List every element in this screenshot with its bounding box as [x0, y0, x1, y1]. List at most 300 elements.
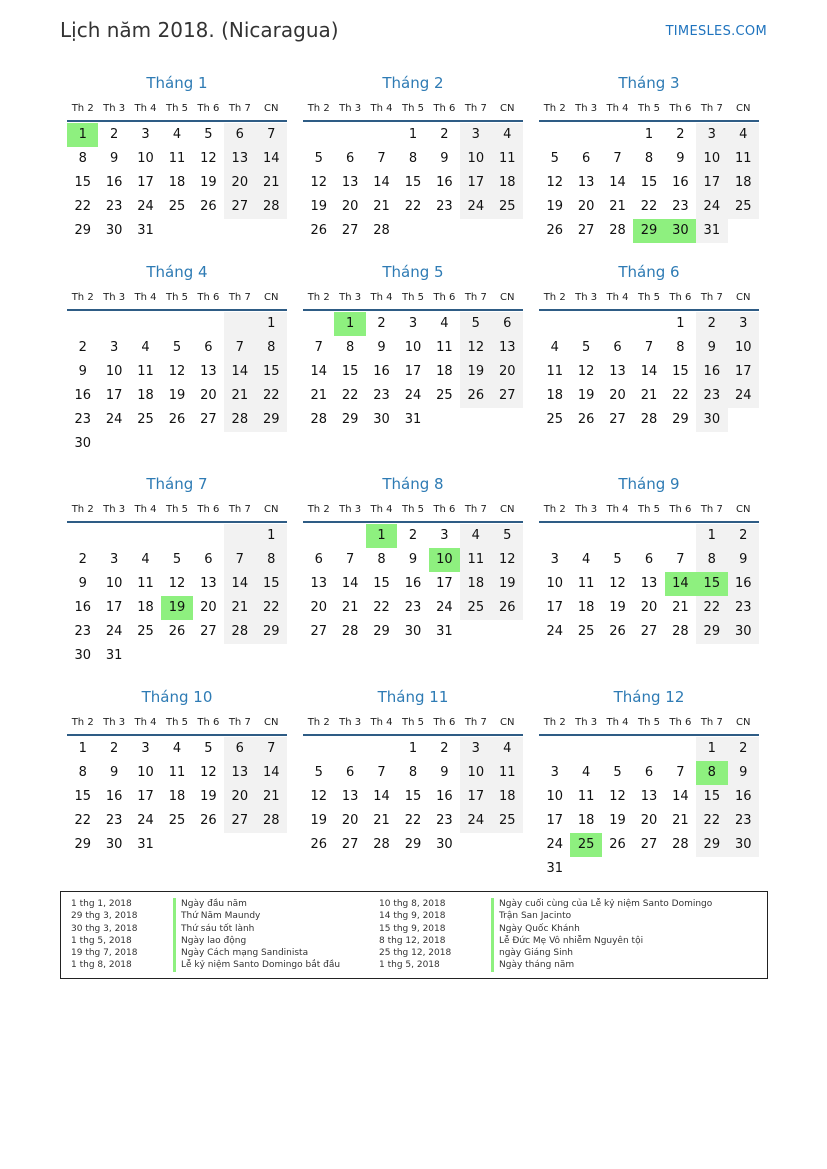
weekday-label: Th 2 [543, 291, 566, 303]
empty-day-cell [224, 312, 255, 336]
day-cell: 12 [577, 364, 595, 379]
empty-day-cell [665, 524, 696, 548]
day-cell: 3 [141, 127, 150, 142]
day-cell: 1 [408, 741, 418, 756]
day-cell: 28 [672, 837, 689, 852]
day-cell: 3 [408, 316, 418, 331]
day-cell: 19 [546, 199, 563, 214]
day-cell: 13 [609, 364, 626, 379]
day-cell: 22 [696, 596, 727, 620]
day-cell: 11 [137, 364, 154, 379]
weekday-label: Th 7 [228, 716, 251, 728]
day-cell: 16 [404, 576, 422, 591]
day-cell: 11 [460, 548, 491, 572]
day-cell: 14 [373, 175, 390, 190]
weekday-label: Th 3 [575, 102, 598, 114]
weekday-label: Th 2 [307, 102, 330, 114]
day-cell: 6 [345, 765, 355, 780]
weekday-label: Th 4 [134, 503, 157, 515]
day-cell: 9 [728, 548, 759, 572]
day-cell: 13 [577, 175, 595, 190]
weekday-label: Th 4 [370, 503, 393, 515]
empty-day-cell [602, 312, 633, 336]
day-cell: 2 [440, 127, 449, 142]
day-cell: 15 [256, 360, 287, 384]
weekday-label: Th 3 [575, 503, 598, 515]
day-cell: 29 [696, 620, 727, 644]
day-cell: 28 [373, 223, 390, 238]
day-cell: 30 [728, 620, 759, 644]
day-cell: 15 [341, 364, 359, 379]
legend-date: 8 thg 12, 2018 [379, 935, 446, 946]
empty-day-cell [98, 312, 129, 336]
day-cell: 19 [577, 388, 595, 403]
day-cell: 21 [310, 388, 327, 403]
day-cell: 20 [200, 600, 217, 615]
day-cell: 13 [341, 175, 359, 190]
day-cell: 31 [546, 861, 563, 876]
day-cell: 28 [672, 624, 689, 639]
day-cell: 4 [460, 524, 491, 548]
day-cell: 3 [460, 123, 491, 147]
day-grid [539, 524, 759, 644]
day-cell: 27 [577, 223, 595, 238]
day-cell: 7 [256, 737, 287, 761]
day-cell: 8 [256, 548, 287, 572]
day-cell: 16 [696, 360, 727, 384]
month-name: Tháng 4 [146, 263, 208, 281]
empty-day-cell [303, 312, 334, 336]
day-cell: 4 [141, 340, 150, 355]
day-cell: 26 [609, 624, 626, 639]
legend-holiday-name: Ngày Cách mạng Sandinista [173, 947, 340, 959]
day-cell: 11 [546, 364, 563, 379]
empty-day-cell [303, 524, 334, 548]
weekday-header [539, 285, 759, 311]
day-cell: 20 [224, 785, 255, 809]
weekday-label: CN [736, 503, 751, 515]
weekday-label: Th 3 [339, 503, 362, 515]
page-title: Lịch năm 2018. (Nicaragua) [60, 18, 339, 42]
brand-link[interactable]: TIMESLES.COM [665, 24, 767, 39]
day-cell: 9 [440, 765, 449, 780]
day-cell: 18 [546, 388, 563, 403]
weekday-label: CN [500, 291, 515, 303]
day-cell: 12 [168, 364, 186, 379]
empty-day-cell [539, 524, 570, 548]
day-cell: 8 [676, 340, 685, 355]
day-cell: 30 [105, 223, 123, 238]
day-cell: 23 [728, 809, 759, 833]
day-cell: 24 [105, 412, 123, 427]
weekday-header [303, 497, 523, 523]
day-cell: 13 [341, 789, 359, 804]
day-cell: 30 [74, 436, 91, 451]
day-cell: 22 [341, 388, 359, 403]
day-cell: 17 [728, 360, 759, 384]
day-cell: 11 [137, 576, 154, 591]
day-cell: 23 [696, 384, 727, 408]
legend-date: 1 thg 1, 2018 [71, 899, 132, 909]
day-cell: 24 [404, 388, 422, 403]
day-cell: 2 [676, 127, 685, 142]
day-cell: 2 [109, 127, 119, 142]
day-cell: 7 [256, 123, 287, 147]
day-cell: 4 [728, 123, 759, 147]
day-cell: 26 [492, 596, 523, 620]
day-cell: 12 [168, 576, 186, 591]
day-cell: 1 [256, 312, 287, 336]
day-grid [67, 524, 287, 668]
weekday-label: Th 7 [464, 102, 487, 114]
day-cell: 26 [609, 837, 626, 852]
holiday-day-cell: 1 [67, 123, 98, 147]
day-cell: 18 [577, 600, 595, 615]
day-cell: 8 [408, 765, 418, 780]
weekday-label: Th 4 [370, 291, 393, 303]
day-cell: 25 [546, 412, 563, 427]
day-cell: 5 [581, 340, 591, 355]
day-cell: 6 [224, 123, 255, 147]
day-cell: 27 [341, 837, 359, 852]
holiday-day-cell: 8 [696, 761, 727, 785]
day-cell: 26 [460, 384, 491, 408]
day-cell: 6 [644, 765, 654, 780]
day-cell: 12 [609, 789, 626, 804]
weekday-label: Th 2 [71, 503, 94, 515]
day-cell: 17 [696, 171, 727, 195]
day-cell: 25 [436, 388, 453, 403]
month-name: Tháng 3 [618, 74, 680, 92]
day-cell: 8 [78, 151, 87, 166]
legend-date: 15 thg 9, 2018 [379, 923, 446, 934]
month-name: Tháng 12 [613, 688, 685, 706]
month-name: Tháng 7 [146, 475, 208, 493]
day-cell: 10 [105, 576, 123, 591]
month-name: Tháng 11 [377, 688, 449, 706]
weekday-label: Th 5 [637, 503, 660, 515]
empty-day-cell [633, 312, 664, 336]
day-cell: 3 [141, 741, 150, 756]
day-cell: 8 [256, 336, 287, 360]
day-cell: 30 [696, 408, 727, 432]
weekday-label: Th 6 [669, 503, 692, 515]
weekday-label: Th 5 [637, 291, 660, 303]
weekday-label: Th 5 [165, 102, 188, 114]
day-cell: 29 [696, 833, 727, 857]
weekday-label: Th 6 [433, 503, 456, 515]
day-cell: 11 [577, 576, 595, 591]
empty-day-cell [161, 312, 192, 336]
day-cell: 10 [404, 340, 422, 355]
day-cell: 18 [460, 572, 491, 596]
weekday-label: CN [500, 503, 515, 515]
day-cell: 8 [377, 552, 386, 567]
day-cell: 28 [310, 412, 327, 427]
day-cell: 29 [373, 624, 390, 639]
day-cell: 2 [696, 312, 727, 336]
weekday-label: Th 6 [669, 291, 692, 303]
day-cell: 16 [74, 600, 91, 615]
day-cell: 10 [137, 151, 154, 166]
day-cell: 21 [373, 813, 390, 828]
month-5 [303, 261, 523, 432]
weekday-label: Th 7 [464, 291, 487, 303]
day-cell: 15 [404, 789, 422, 804]
day-cell: 28 [224, 408, 255, 432]
day-cell: 10 [137, 765, 154, 780]
month-4 [67, 261, 287, 456]
day-cell: 7 [224, 336, 255, 360]
weekday-label: Th 5 [401, 291, 424, 303]
day-cell: 8 [78, 765, 87, 780]
day-cell: 28 [640, 412, 658, 427]
month-7 [67, 473, 287, 668]
day-cell: 1 [696, 524, 727, 548]
legend-holiday-name: Ngày tháng năm [491, 959, 712, 971]
weekday-label: CN [264, 102, 279, 114]
day-cell: 7 [224, 548, 255, 572]
empty-day-cell [67, 312, 98, 336]
day-grid [67, 737, 287, 857]
day-cell: 3 [696, 123, 727, 147]
day-cell: 21 [256, 171, 287, 195]
legend-date: 1 thg 8, 2018 [71, 960, 132, 971]
day-cell: 16 [728, 572, 759, 596]
day-cell: 5 [492, 524, 523, 548]
day-cell: 29 [404, 837, 422, 852]
weekday-header [67, 96, 287, 122]
day-cell: 21 [672, 600, 689, 615]
day-grid [303, 524, 523, 644]
day-cell: 26 [200, 813, 217, 828]
day-cell: 14 [672, 789, 689, 804]
month-6 [539, 261, 759, 432]
legend-holiday-name: Thứ sáu tốt lành [173, 923, 340, 935]
day-cell: 15 [373, 576, 390, 591]
day-cell: 11 [728, 147, 759, 171]
day-grid [303, 737, 523, 857]
weekday-label: Th 7 [464, 503, 487, 515]
day-cell: 10 [460, 147, 491, 171]
empty-day-cell [67, 524, 98, 548]
day-cell: 23 [672, 199, 689, 214]
weekday-label: Th 3 [575, 291, 598, 303]
day-cell: 3 [550, 765, 559, 780]
day-cell: 23 [105, 199, 123, 214]
empty-day-cell [130, 312, 161, 336]
day-cell: 1 [644, 127, 654, 142]
legend-holiday-name: Ngày cuối cùng của Lễ kỷ niệm Santo Domingo [491, 898, 712, 910]
weekday-label: Th 3 [103, 102, 126, 114]
day-cell: 22 [256, 384, 287, 408]
day-cell: 24 [436, 600, 453, 615]
day-cell: 22 [256, 596, 287, 620]
day-cell: 9 [696, 336, 727, 360]
day-cell: 25 [492, 195, 523, 219]
day-cell: 17 [460, 785, 491, 809]
day-cell: 5 [204, 127, 213, 142]
month-name: Tháng 1 [146, 74, 208, 92]
day-cell: 23 [74, 412, 91, 427]
day-cell: 17 [546, 600, 563, 615]
day-cell: 13 [224, 761, 255, 785]
day-cell: 10 [105, 364, 123, 379]
day-cell: 15 [256, 572, 287, 596]
holiday-day-cell: 15 [696, 572, 727, 596]
empty-day-cell [665, 737, 696, 761]
weekday-label: Th 3 [103, 503, 126, 515]
day-cell: 1 [78, 741, 87, 756]
weekday-label: Th 6 [669, 716, 692, 728]
day-cell: 14 [224, 360, 255, 384]
weekday-label: Th 3 [339, 291, 362, 303]
weekday-label: Th 6 [197, 716, 220, 728]
day-cell: 21 [640, 388, 658, 403]
weekday-label: Th 7 [700, 291, 723, 303]
day-cell: 16 [105, 789, 123, 804]
day-cell: 12 [200, 151, 217, 166]
weekday-header [303, 285, 523, 311]
day-cell: 14 [373, 789, 390, 804]
day-cell: 3 [550, 552, 559, 567]
day-cell: 11 [168, 765, 186, 780]
day-cell: 28 [256, 809, 287, 833]
day-cell: 17 [105, 388, 123, 403]
weekday-label: Th 5 [165, 716, 188, 728]
weekday-label: Th 2 [543, 503, 566, 515]
day-cell: 20 [640, 813, 658, 828]
day-cell: 27 [492, 384, 523, 408]
day-cell: 16 [672, 175, 689, 190]
empty-day-cell [539, 123, 570, 147]
day-cell: 21 [224, 384, 255, 408]
legend-date: 30 thg 3, 2018 [71, 923, 138, 934]
empty-day-cell [539, 312, 570, 336]
month-10 [67, 686, 287, 857]
day-cell: 7 [345, 552, 355, 567]
legend-holiday-name: ngày Giáng Sinh [491, 947, 712, 959]
day-cell: 4 [581, 765, 591, 780]
day-cell: 16 [436, 789, 453, 804]
empty-day-cell [366, 123, 397, 147]
day-cell: 30 [728, 833, 759, 857]
legend-date: 10 thg 8, 2018 [379, 899, 446, 909]
day-cell: 27 [609, 412, 626, 427]
day-cell: 16 [105, 175, 123, 190]
day-cell: 1 [256, 524, 287, 548]
day-cell: 7 [314, 340, 323, 355]
day-cell: 8 [408, 151, 418, 166]
day-cell: 22 [640, 199, 658, 214]
day-cell: 20 [577, 199, 595, 214]
day-cell: 27 [310, 624, 327, 639]
day-cell: 30 [404, 624, 422, 639]
legend-dates-col2 [379, 898, 451, 972]
empty-day-cell [366, 737, 397, 761]
weekday-label: Th 7 [228, 291, 251, 303]
day-cell: 4 [492, 123, 523, 147]
legend-names-col1 [173, 898, 340, 972]
day-grid [539, 312, 759, 432]
weekday-label: Th 2 [543, 716, 566, 728]
weekday-label: Th 6 [433, 102, 456, 114]
day-cell: 1 [696, 737, 727, 761]
day-cell: 18 [137, 388, 154, 403]
weekday-label: Th 2 [307, 716, 330, 728]
day-cell: 20 [341, 199, 359, 214]
day-cell: 25 [492, 809, 523, 833]
day-cell: 31 [137, 223, 154, 238]
day-cell: 12 [609, 576, 626, 591]
day-cell: 22 [404, 813, 422, 828]
day-cell: 2 [440, 741, 449, 756]
weekday-label: Th 3 [575, 716, 598, 728]
day-cell: 20 [200, 388, 217, 403]
day-cell: 2 [78, 552, 87, 567]
weekday-header [539, 96, 759, 122]
day-cell: 17 [105, 600, 123, 615]
weekday-label: Th 2 [543, 102, 566, 114]
day-cell: 3 [109, 340, 119, 355]
day-cell: 10 [460, 761, 491, 785]
day-cell: 31 [404, 412, 422, 427]
day-cell: 24 [137, 199, 154, 214]
weekday-label: CN [264, 291, 279, 303]
day-cell: 12 [310, 789, 327, 804]
legend-names-col2 [491, 898, 712, 972]
day-cell: 13 [640, 576, 658, 591]
day-cell: 6 [581, 151, 591, 166]
weekday-label: CN [736, 102, 751, 114]
day-cell: 28 [256, 195, 287, 219]
day-cell: 5 [460, 312, 491, 336]
day-cell: 13 [200, 576, 217, 591]
day-cell: 24 [460, 195, 491, 219]
day-cell: 28 [609, 223, 626, 238]
weekday-label: Th 7 [464, 716, 487, 728]
day-cell: 9 [109, 151, 119, 166]
day-cell: 3 [460, 737, 491, 761]
day-cell: 26 [577, 412, 595, 427]
day-cell: 3 [109, 552, 119, 567]
day-cell: 25 [168, 199, 186, 214]
weekday-label: Th 6 [197, 102, 220, 114]
day-cell: 5 [172, 340, 182, 355]
day-cell: 19 [168, 388, 186, 403]
day-cell: 30 [105, 837, 123, 852]
day-cell: 23 [436, 813, 453, 828]
empty-day-cell [633, 737, 664, 761]
weekday-label: Th 3 [103, 716, 126, 728]
day-cell: 2 [377, 316, 386, 331]
empty-day-cell [570, 312, 601, 336]
day-cell: 12 [546, 175, 563, 190]
weekday-label: Th 5 [637, 716, 660, 728]
day-cell: 12 [492, 548, 523, 572]
empty-day-cell [334, 123, 365, 147]
legend-date: 19 thg 7, 2018 [71, 948, 138, 959]
day-cell: 15 [74, 175, 91, 190]
empty-day-cell [602, 737, 633, 761]
weekday-label: Th 6 [197, 291, 220, 303]
day-cell: 21 [256, 785, 287, 809]
legend-holiday-name: Ngày lao động [173, 935, 340, 947]
weekday-label: Th 4 [370, 102, 393, 114]
day-cell: 25 [168, 813, 186, 828]
day-cell: 14 [256, 761, 287, 785]
day-cell: 13 [492, 336, 523, 360]
